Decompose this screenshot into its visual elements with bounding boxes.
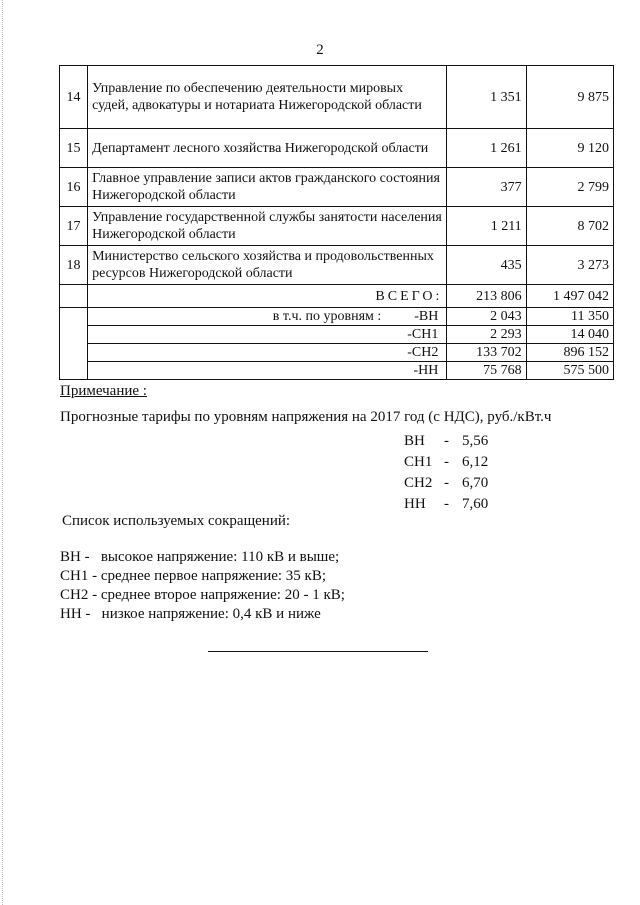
- value-1: 1 351: [447, 66, 526, 129]
- level-label: -СН2: [88, 344, 447, 362]
- organization-name: Департамент лесного хозяйства Нижегородской области: [88, 129, 447, 168]
- organization-name: Управление государственной службы занятости населения Нижегородской области: [88, 207, 447, 246]
- empty-cell: [60, 285, 88, 308]
- level-value-2: 896 152: [526, 344, 613, 362]
- tariff-value: 7,60: [462, 496, 489, 512]
- note-title: Примечание :: [60, 383, 147, 399]
- value-1: 435: [447, 246, 526, 285]
- levels-prefix: в т.ч. по уровням :: [272, 309, 382, 324]
- level-value-1: 2 043: [447, 308, 526, 326]
- row-number: 18: [60, 246, 88, 285]
- level-value-1: 75 768: [447, 362, 526, 380]
- value-1: 1 261: [447, 129, 526, 168]
- level-code: -ВН: [414, 309, 439, 324]
- value-1: 1 211: [447, 207, 526, 246]
- total-value-2: 1 497 042: [526, 285, 613, 308]
- value-2: 9 875: [526, 66, 613, 129]
- level-label: -СН1: [88, 326, 447, 344]
- tariff-level: ВН: [404, 433, 425, 449]
- value-2: 8 702: [526, 207, 613, 246]
- tariff-row: СН1 - 6,12: [404, 452, 488, 473]
- level-label: [88, 308, 447, 326]
- level-row: [60, 344, 614, 362]
- tariff-level: НН: [404, 496, 426, 512]
- consumption-table: [59, 65, 614, 380]
- level-value-1: 2 293: [447, 326, 526, 344]
- closing-rule: [208, 651, 428, 652]
- tariff-row: ВН - 5,56: [404, 431, 488, 452]
- value-2: 2 799: [526, 168, 613, 207]
- level-value-1: 133 702: [447, 344, 526, 362]
- tariff-value: 5,56: [462, 433, 489, 449]
- tariff-level: СН2: [404, 475, 433, 491]
- row-number: 16: [60, 168, 88, 207]
- value-2: 9 120: [526, 129, 613, 168]
- total-value-1: 213 806: [447, 285, 526, 308]
- tariff-row: НН - 7,60: [404, 494, 488, 515]
- abbreviations-title: Список используемых сокращений:: [62, 513, 291, 529]
- abbreviation-item: СН2 - среднее второе напряжение: 20 - 1 кВ;: [60, 587, 345, 603]
- total-label: ВСЕГО:: [88, 285, 447, 308]
- abbreviations-list: [60, 548, 345, 624]
- table-row: [60, 129, 614, 168]
- table-row: [60, 246, 614, 285]
- value-1: 377: [447, 168, 526, 207]
- table-row: [60, 168, 614, 207]
- level-row: [60, 362, 614, 380]
- abbreviation-item: ВН - высокое напряжение: 110 кВ и выше;: [60, 549, 340, 565]
- tariff-row: СН2 - 6,70: [404, 473, 488, 494]
- level-value-2: 575 500: [526, 362, 613, 380]
- tariff-level: СН1: [404, 454, 433, 470]
- empty-cell: [60, 308, 88, 380]
- row-number: 14: [60, 66, 88, 129]
- table-row: [60, 66, 614, 129]
- organization-name: Министерство сельского хозяйства и продовольственных ресурсов Нижегородской области: [88, 246, 447, 285]
- total-row: [60, 285, 614, 308]
- note-text: Прогнозные тарифы по уровням напряжения на 2017 год (с НДС), руб./кВт.ч: [60, 409, 552, 425]
- table-row: [60, 207, 614, 246]
- row-number: 15: [60, 129, 88, 168]
- level-row: [60, 326, 614, 344]
- tariff-list: [404, 431, 488, 515]
- level-value-2: 14 040: [526, 326, 613, 344]
- abbreviation-item: НН - низкое напряжение: 0,4 кВ и ниже: [60, 606, 321, 622]
- abbreviation-item: СН1 - среднее первое напряжение: 35 кВ;: [60, 568, 327, 584]
- tariff-value: 6,12: [462, 454, 489, 470]
- value-2: 3 273: [526, 246, 613, 285]
- organization-name: Главное управление записи актов гражданского состояния Нижегородской области: [88, 168, 447, 207]
- organization-name: Управление по обеспечению деятельности мировых судей, адвокатуры и нотариата Нижегородской области: [88, 66, 447, 129]
- level-label: -НН: [88, 362, 447, 380]
- page-number: 2: [316, 42, 324, 58]
- tariff-value: 6,70: [462, 475, 489, 491]
- row-number: 17: [60, 207, 88, 246]
- level-row: [60, 308, 614, 326]
- scan-margin-dots: [2, 0, 5, 905]
- level-value-2: 11 350: [526, 308, 613, 326]
